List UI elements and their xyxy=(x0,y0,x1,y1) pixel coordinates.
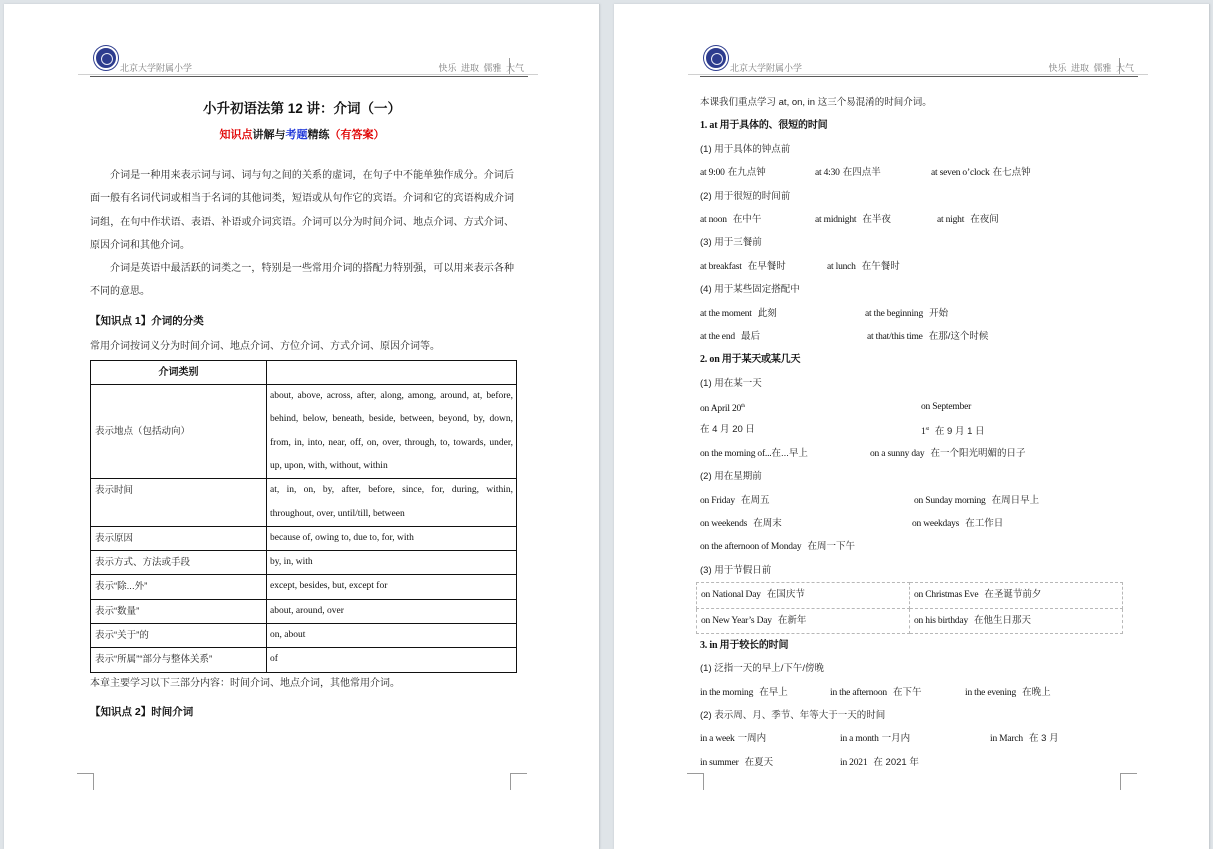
example-row xyxy=(700,727,1130,750)
example-english: at seven o’clock xyxy=(931,168,990,179)
page-header xyxy=(90,46,528,78)
table-cell xyxy=(697,608,910,633)
example-chinese: 开始 xyxy=(929,307,949,319)
table-row xyxy=(91,526,517,550)
example-chinese: 在周末 xyxy=(753,518,782,530)
table-cell-category: 表示“关于”的 xyxy=(91,624,267,648)
example-english: in the afternoon xyxy=(830,687,887,698)
table-row xyxy=(91,551,517,575)
intro-paragraph: 介词是英语中最活跃的词类之一，特别是一些常用介词的搭配力特别强，可以用来表示各种不同的意思。 xyxy=(90,263,514,298)
example-english: on Friday xyxy=(700,495,735,506)
example-chinese: 一月内 xyxy=(881,733,911,745)
example-english: at the beginning xyxy=(865,308,924,319)
header-motto: 快乐 进取 儒雅 大气 xyxy=(1048,63,1134,73)
example-chinese: 在周五 xyxy=(740,494,770,506)
example-chinese: 在下午 xyxy=(893,686,922,698)
example-chinese: 在...早上 xyxy=(771,447,808,459)
example-chinese: 在夜间 xyxy=(970,213,999,225)
example-chinese: 在那/这个时候 xyxy=(928,330,989,342)
example-row xyxy=(700,442,1130,465)
example-english: at 9:00 xyxy=(700,168,725,179)
page-2-body xyxy=(700,91,1130,774)
table-row xyxy=(697,608,1123,633)
example-english: 1 xyxy=(921,427,926,438)
example-english: on a sunny day xyxy=(870,448,925,459)
preposition-category-table xyxy=(90,360,517,673)
section-heading: 【知识点 2】时间介词 xyxy=(90,705,194,718)
section-intro: 常用介词按词义分为时间介词、地点介词、方位介词、方式介词、原因介词等。 xyxy=(90,340,440,352)
example-english: in the evening xyxy=(965,687,1017,698)
table-cell-category: 表示“数量” xyxy=(91,599,267,623)
section-heading-on: 2. on 用于某天或某几天 xyxy=(700,354,801,366)
subsection-heading: (2) 表示周、月、季节、年等大于一天的时间 xyxy=(700,709,886,721)
example-english: at the moment xyxy=(700,308,752,319)
subsection-heading: (2) 用于很短的时间前 xyxy=(700,190,791,202)
subtitle-exam: 考题 xyxy=(285,129,308,141)
example-english: on the afternoon of Monday xyxy=(700,542,802,553)
table-row xyxy=(91,599,517,623)
example-chinese: 在中午 xyxy=(732,213,762,225)
example-english: at night xyxy=(937,214,965,225)
page-header xyxy=(700,46,1138,78)
example-chinese: 在 9 月 1 日 xyxy=(934,426,985,438)
table-cell-words: about, above, across, after, along, among, around, at, before, behind, below, beneath, beside, between, beyond, by, down, from, in, into, near, off, on, over, through, to, towards, under, up, upon, with, without, within xyxy=(267,385,517,479)
example-row xyxy=(700,255,1130,278)
example-english: at midnight xyxy=(815,214,857,225)
example-english: at that/this time xyxy=(867,331,923,342)
example-chinese: 在一个阳光明媚的日子 xyxy=(930,447,1026,459)
subsection-heading: (3) 用于节假日前 xyxy=(700,564,772,576)
holiday-table xyxy=(696,582,1123,634)
example-chinese: 在新年 xyxy=(777,614,807,626)
example-english: at 4:30 xyxy=(815,168,840,179)
example-chinese: 在九点钟 xyxy=(727,167,766,179)
example-english: at lunch xyxy=(827,261,856,272)
section-heading-in: 3. in 用于较长的时间 xyxy=(700,639,789,651)
example-chinese: 在圣诞节前夕 xyxy=(984,589,1042,601)
table-cell xyxy=(910,608,1123,633)
table-row xyxy=(91,385,517,479)
example-chinese: 在周一下午 xyxy=(807,541,855,553)
subsection-heading: (3) 用于三餐前 xyxy=(700,237,762,249)
table-cell-category: 表示“所属”“部分与整体关系” xyxy=(91,648,267,672)
example-english: at noon xyxy=(700,214,727,225)
example-english: on Christmas Eve xyxy=(914,590,979,601)
example-chinese: 在半夜 xyxy=(862,213,891,225)
ordinal-suffix: st xyxy=(925,426,929,433)
subsection-heading: (1) 用在某一天 xyxy=(700,377,762,389)
subtitle-text: 讲解与 xyxy=(252,129,286,141)
document-page-2 xyxy=(614,4,1210,849)
document-title: 小升初语法第 12 讲：介词（一） xyxy=(202,101,402,116)
example-english: at the end xyxy=(700,331,735,342)
example-row xyxy=(700,535,1130,558)
example-chinese: 此刻 xyxy=(757,307,777,319)
margin-corner-mark xyxy=(687,773,704,790)
example-english: on weekdays xyxy=(912,519,960,530)
example-chinese: 在 4 月 20 日 xyxy=(700,424,755,436)
table-cell-words: of xyxy=(267,648,517,672)
header-school-name: 北京大学附属小学 xyxy=(120,63,193,73)
example-english: on National Day xyxy=(701,590,761,601)
example-english: on Sunday morning xyxy=(914,495,986,506)
table-cell-category: 表示“除...外” xyxy=(91,575,267,599)
example-chinese: 在国庆节 xyxy=(766,589,805,601)
subsection-heading: (2) 用在星期前 xyxy=(700,471,762,483)
example-row xyxy=(700,302,1130,325)
school-emblem-icon xyxy=(94,46,118,70)
header-divider xyxy=(700,76,1138,77)
example-row xyxy=(700,208,1130,231)
school-emblem-icon xyxy=(704,46,728,70)
example-chinese: 在早上 xyxy=(759,686,788,698)
subsection-heading: (4) 用于某些固定搭配中 xyxy=(700,284,800,296)
table-cell-words: except, besides, but, except for xyxy=(267,575,517,599)
table-row xyxy=(91,648,517,672)
document-subtitle xyxy=(90,122,514,148)
example-english: in summer xyxy=(700,757,739,768)
table-row xyxy=(91,575,517,599)
example-chinese: 一周内 xyxy=(737,733,767,745)
table-cell-words: at, in, on, by, after, before, since, for, during, within, throughout, over, until/till, between xyxy=(267,479,517,527)
header-motto: 快乐 进取 儒雅 大气 xyxy=(438,63,524,73)
ordinal-suffix: th xyxy=(741,403,745,410)
example-english: in March xyxy=(990,734,1023,745)
example-chinese: 最后 xyxy=(740,330,760,342)
example-chinese: 在四点半 xyxy=(842,167,881,179)
subsection-heading: (1) 泛指一天的早上/下午/傍晚 xyxy=(700,663,825,675)
example-english: on the morning of... xyxy=(700,448,772,459)
table-cell-words: about, around, over xyxy=(267,599,517,623)
example-english: on April 20 xyxy=(700,404,742,415)
header-school-name: 北京大学附属小学 xyxy=(730,63,803,73)
example-chinese: 在夏天 xyxy=(744,756,774,768)
page-1-body xyxy=(90,96,514,725)
example-english: in the morning xyxy=(700,687,754,698)
table-cell xyxy=(697,583,910,608)
table-cell xyxy=(910,583,1123,608)
example-chinese: 在 2021 年 xyxy=(873,756,919,768)
subsection-heading: (1) 用于具体的钟点前 xyxy=(700,143,791,155)
table-cell-words: because of, owing to, due to, for, with xyxy=(267,526,517,550)
header-divider xyxy=(78,74,538,75)
example-english: on weekends xyxy=(700,519,748,530)
document-page-1 xyxy=(4,4,600,849)
table-cell-category: 表示地点（包括动向） xyxy=(91,385,267,479)
header-divider xyxy=(90,76,528,77)
table-cell-words: on, about xyxy=(267,624,517,648)
example-row xyxy=(700,751,1130,774)
example-chinese: 在午餐时 xyxy=(861,260,900,272)
table-cell-words: by, in, with xyxy=(267,551,517,575)
table-header: 介词类别 xyxy=(91,360,267,384)
table-row xyxy=(91,479,517,527)
section-heading-at: 1. at 用于具体的、很短的时间 xyxy=(700,120,828,132)
table-row xyxy=(697,583,1123,608)
example-english: in 2021 xyxy=(840,757,868,768)
subtitle-knowledge: 知识点 xyxy=(219,129,253,141)
header-divider xyxy=(688,74,1148,75)
example-chinese: 在早餐时 xyxy=(747,260,786,272)
example-chinese: 在周日早上 xyxy=(991,494,1040,506)
margin-corner-mark xyxy=(77,773,94,790)
example-english: on September xyxy=(921,402,972,413)
example-chinese: 在七点钟 xyxy=(992,167,1031,179)
example-chinese: 在晚上 xyxy=(1022,686,1051,698)
subtitle-answers: （有答案） xyxy=(329,129,385,141)
table-cell-category: 表示原因 xyxy=(91,526,267,550)
example-row xyxy=(700,418,1130,441)
table-row xyxy=(91,624,517,648)
example-row xyxy=(700,512,1130,535)
margin-corner-mark xyxy=(510,773,527,790)
table-cell-category: 表示方式、方法或手段 xyxy=(91,551,267,575)
example-english: at breakfast xyxy=(700,261,742,272)
example-row xyxy=(700,395,1130,418)
example-row xyxy=(700,325,1130,348)
example-english: in a month xyxy=(840,734,879,745)
margin-corner-mark xyxy=(1120,773,1137,790)
example-english: on his birthday xyxy=(914,615,968,626)
subtitle-text: 精练 xyxy=(307,129,330,141)
example-row xyxy=(700,681,1130,704)
section-heading: 【知识点 1】介词的分类 xyxy=(90,314,204,327)
example-chinese: 在工作日 xyxy=(965,518,1004,530)
example-chinese: 在他生日那天 xyxy=(974,614,1032,626)
intro-paragraph: 介词是一种用来表示词与词、词与句之间的关系的虚词，在句子中不能单独作成分。介词后面一般有名词代词或相当于名词的其他词类，短语或从句作它的宾语。介词和它的宾语构成介词词组，在句中作状语、表语、补语或介词宾语。介词可以分为时间介词、地点介词、方式介词、原因介词和其他介词。 xyxy=(90,170,514,251)
example-row xyxy=(700,489,1130,512)
table-cell-category: 表示时间 xyxy=(91,479,267,527)
example-english: on New Year’s Day xyxy=(701,615,772,626)
example-english: in a week xyxy=(700,734,735,745)
table-header xyxy=(267,360,517,384)
example-row xyxy=(700,161,1130,184)
example-chinese: 在 3 月 xyxy=(1029,733,1059,745)
chapter-summary: 本章主要学习以下三部分内容：时间介词、地点介词，其他常用介词。 xyxy=(90,677,400,689)
lesson-intro: 本课我们重点学习 at, on, in 这三个易混淆的时间介词。 xyxy=(700,97,932,108)
